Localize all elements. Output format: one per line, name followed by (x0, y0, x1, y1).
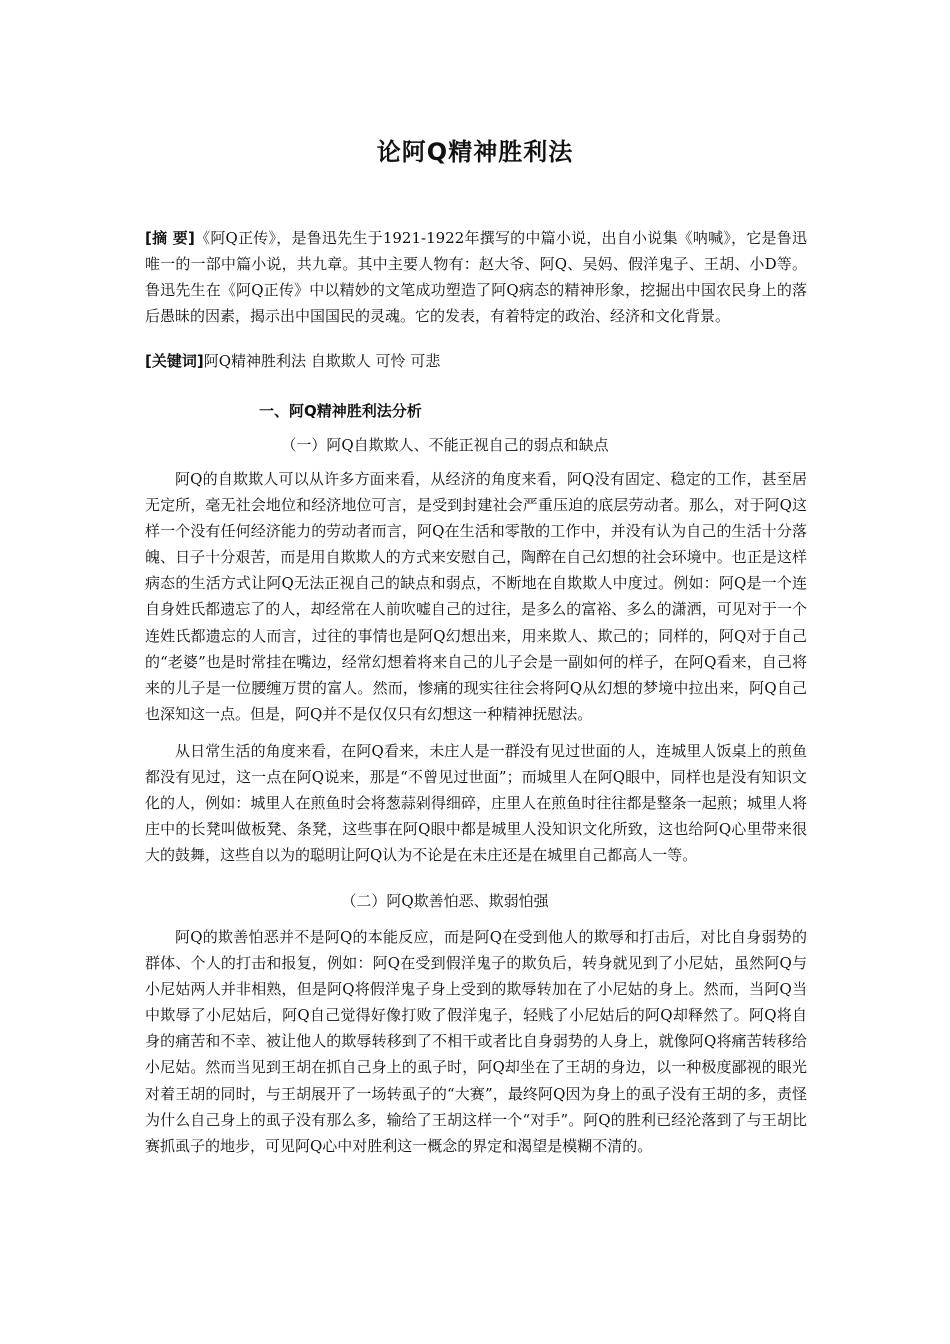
paragraph-1: 阿Q的自欺欺人可以从许多方面来看，从经济的角度来看，阿Q没有固定、稳定的工作，甚至居无定所，毫无社会地位和经济地位可言，是受到封建社会严重压迫的底层劳动者。那么，对于阿Q这样一个没有任何经济能力的劳动者而言，阿Q在生活和零散的工作中，并没有认为自己的生活十分落魄、日子十分艰苦，而是用自欺欺人的方式来安慰自己，陶醉在自己幻想的社会环境中。也正是这样病态的生活方式让阿Q无法正视自己的缺点和弱点，不断地在自欺欺人中度过。例如：阿Q是一个连自身姓氏都遗忘了的人，却经常在人前吹嘘自己的过往，是多么的富裕、多么的潇洒，可见对于一个连姓氏都遗忘的人而言，过往的事情也是阿Q幻想出来，用来欺人、欺己的；同样的，阿Q对于自己的“老婆”也是时常挂在嘴边，经常幻想着将来自己的儿子会是一副如何的样子，在阿Q看来，自己将来的儿子是一位腰缠万贯的富人。然而，惨痛的现实往往会将阿Q从幻想的梦境中拉出来，阿Q自己也深知这一点。但是，阿Q并不是仅仅只有幻想这一种精神抚慰法。 (145, 470, 807, 723)
paragraph-3: 阿Q的欺善怕恶并不是阿Q的本能反应，而是阿Q在受到他人的欺辱和打击后，对比自身弱势的群体、个人的打击和报复，例如：阿Q在受到假洋鬼子的欺负后，转身就见到了小尼姑，虽然阿Q与小尼姑两人并非相熟，但是阿Q将假洋鬼子身上受到的欺辱转加在了小尼姑的身上。然而，当阿Q当中欺辱了小尼姑后，阿Q自己觉得好像打败了假洋鬼子，轻贱了小尼姑后的阿Q却释然了。阿Q将自身的痛苦和不幸、被让他人的欺辱转移到了不相干或者比自身弱势的人身上，就像阿Q将痛苦转移给小尼姑。然而当见到王胡在抓自己身上的虱子时，阿Q却坐在了王胡的身边，以一种极度鄙视的眼光对着王胡的同时，与王胡展开了一场转虱子的“大赛”，最终阿Q因为身上的虱子没有王胡的多，责怪为什么自己身上的虱子没有那么多，输给了王胡这样一个“对手”。阿Q的胜利已经沦落到了与王胡比赛抓虱子的地步，可见阿Q心中对胜利这一概念的界定和渴望是模糊不清的。 (145, 928, 807, 1155)
paragraph-2: 从日常生活的角度来看，在阿Q看来，未庄人是一群没有见过世面的人，连城里人饭桌上的煎鱼都没有见过，这一点在阿Q说来，那是“不曾见过世面”；而城里人在阿Q眼中，同样也是没有知识文化的人，例如：城里人在煎鱼时会将葱蒜剁得细碎，庄里人在煎鱼时往往都是整条一起煎；城里人将庄中的长凳叫做板凳、条凳，这些事在阿Q眼中都是城里人没知识文化所致，这也给阿Q心里带来很大的鼓舞，这些自以为的聪明让阿Q认为不论是在未庄还是在城里自己都高人一等。 (145, 742, 807, 865)
abstract-text: 《阿Q正传》，是鲁迅先生于1921-1922年撰写的中篇小说，出自小说集《呐喊》，它是鲁迅唯一的一部中篇小说，共九章。其中主要人物有：赵大爷、阿Q、吴妈、假洋鬼子、王胡、小D等。鲁迅先生在《阿Q正传》中以精妙的文笔成功塑造了阿Q病态的精神形象，挖掘出中国农民身上的落后愚昧的因素，揭示出中国国民的灵魂。它的发表，有着特定的政治、经济和文化背景。 (145, 229, 808, 326)
abstract-tag: [摘 要] (145, 229, 195, 247)
keywords-tag: [关键词] (145, 352, 204, 370)
subheading-1: （一）阿Q自欺欺人、不能正视自己的弱点和缺点 (281, 436, 609, 454)
keywords (145, 348, 807, 374)
keywords-text: 阿Q精神胜利法 自欺欺人 可怜 可悲 (203, 352, 441, 370)
document-title: 论阿Q精神胜利法 (376, 138, 574, 166)
section-heading: 一、阿Q精神胜利法分析 (259, 402, 422, 420)
abstract (145, 225, 807, 329)
subheading-2: （二）阿Q欺善怕恶、欺弱怕强 (341, 892, 549, 910)
